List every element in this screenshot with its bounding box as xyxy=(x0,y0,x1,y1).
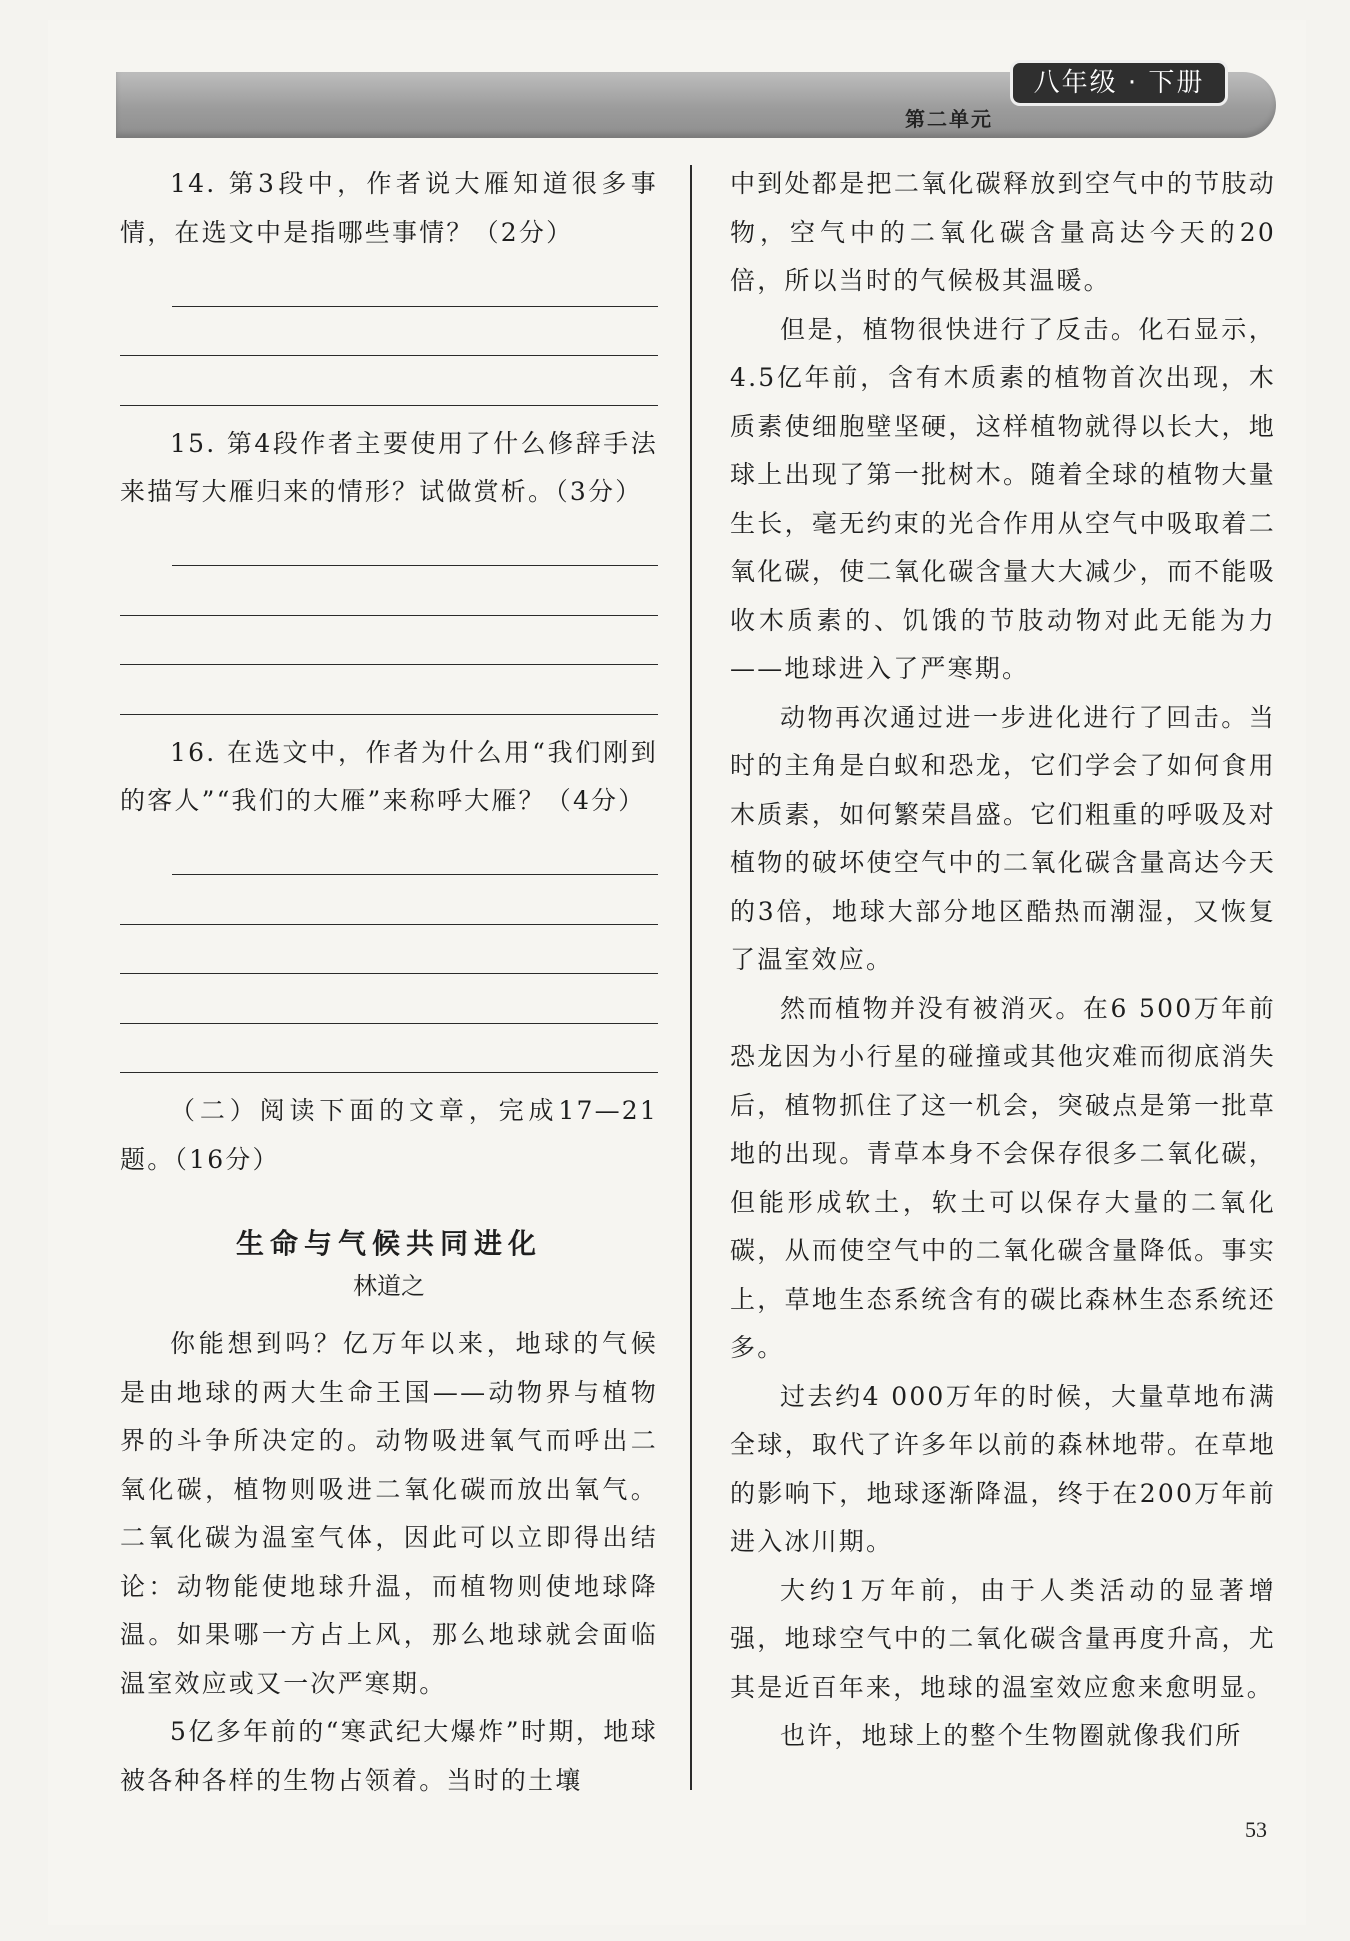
answer-line[interactable] xyxy=(120,616,658,666)
article-paragraph: 然而植物并没有被消灭。在6 500万年前恐龙因为小行星的碰撞或其他灾难而彻底消失后，植物抓住了这一机会，突破点是第一批草地的出现。青草本身不会保存很多二氧化碳，但能形成软土，软土可以保存大量的二氧化碳，从而使空气中的二氧化碳含量降低。事实上，草地生态系统含有的碳比森林生态系统还多。 xyxy=(730,993,1276,1362)
question-14: 14. 第3段中，作者说大雁知道很多事情，在选文中是指哪些事情？（2分） xyxy=(120,169,658,247)
article-paragraph: 5亿多年前的“寒武纪大爆炸”时期，地球被各种各样的生物占领着。当时的土壤 xyxy=(120,1717,658,1795)
answer-line[interactable] xyxy=(172,517,658,567)
answer-line[interactable] xyxy=(120,665,658,715)
right-column xyxy=(730,160,1276,1761)
article-paragraph: 过去约4 000万年的时候，大量草地布满全球，取代了许多年以前的森林地带。在草地的影响下，地球逐渐降温，终于在200万年前进入冰川期。 xyxy=(730,1381,1276,1556)
article-paragraph: 也许，地球上的整个生物圈就像我们所 xyxy=(780,1721,1243,1750)
answer-line[interactable] xyxy=(120,974,658,1024)
page-number: 53 xyxy=(1245,1817,1267,1842)
answer-line[interactable] xyxy=(120,875,658,925)
answer-line[interactable] xyxy=(120,356,658,406)
grade-label: 八年级 · 下册 xyxy=(1010,60,1228,106)
article-paragraph: 你能想到吗？亿万年以来，地球的气候是由地球的两大生命王国——动物界与植物界的斗争所决定的。动物吸进氧气而呼出二氧化碳，植物则吸进二氧化碳而放出氧气。二氧化碳为温室气体，因此可以立即得出结论：动物能使地球升温，而植物则使地球降温。如果哪一方占上风，那么地球就会面临温室效应或又一次严寒期。 xyxy=(120,1329,658,1698)
question-15: 15. 第4段作者主要使用了什么修辞手法来描写大雁归来的情形？试做赏析。（3分） xyxy=(120,428,658,506)
article-paragraph: 但是，植物很快进行了反击。化石显示，4.5亿年前，含有木质素的植物首次出现，木质素使细胞壁坚硬，这样植物就得以长大，地球上出现了第一批树木。随着全球的植物大量生长，毫无约束的光合作用从空气中吸取着二氧化碳，使二氧化碳含量大大减少，而不能吸收木质素的、饥饿的节肢动物对此无能为力——地球进入了严寒期。 xyxy=(730,314,1276,683)
answer-line[interactable] xyxy=(120,1024,658,1074)
article-author: 林道之 xyxy=(353,1272,425,1300)
answer-lines-16 xyxy=(120,826,658,1074)
answer-line[interactable] xyxy=(172,257,658,307)
article-paragraph-continued: 中到处都是把二氧化碳释放到空气中的节肢动物，空气中的二氧化碳含量高达今天的20倍，所以当时的气候极其温暖。 xyxy=(730,169,1276,295)
column-divider xyxy=(690,165,692,1790)
answer-line[interactable] xyxy=(172,826,658,876)
answer-line[interactable] xyxy=(120,566,658,616)
answer-line[interactable] xyxy=(120,925,658,975)
question-16: 16. 在选文中，作者为什么用“我们刚到的客人”“我们的大雁”来称呼大雁？（4分） xyxy=(120,737,658,815)
answer-lines-14 xyxy=(120,257,658,406)
answer-line[interactable] xyxy=(120,307,658,357)
section-intro: （二）阅读下面的文章，完成17—21题。（16分） xyxy=(120,1096,658,1174)
unit-label: 第二单元 xyxy=(905,107,993,131)
answer-lines-15 xyxy=(120,517,658,715)
left-column xyxy=(120,160,658,1805)
article-title: 生命与气候共同进化 xyxy=(235,1227,542,1260)
article-paragraph: 动物再次通过进一步进化进行了回击。当时的主角是白蚁和恐龙，它们学会了如何食用木质素，如何繁荣昌盛。它们粗重的呼吸及对植物的破坏使空气中的二氧化碳含量高达今天的3倍，地球大部分地区酷热而潮湿，又恢复了温室效应。 xyxy=(730,702,1276,974)
article-paragraph: 大约1万年前，由于人类活动的显著增强，地球空气中的二氧化碳含量再度升高，尤其是近百年来，地球的温室效应愈来愈明显。 xyxy=(730,1575,1276,1702)
